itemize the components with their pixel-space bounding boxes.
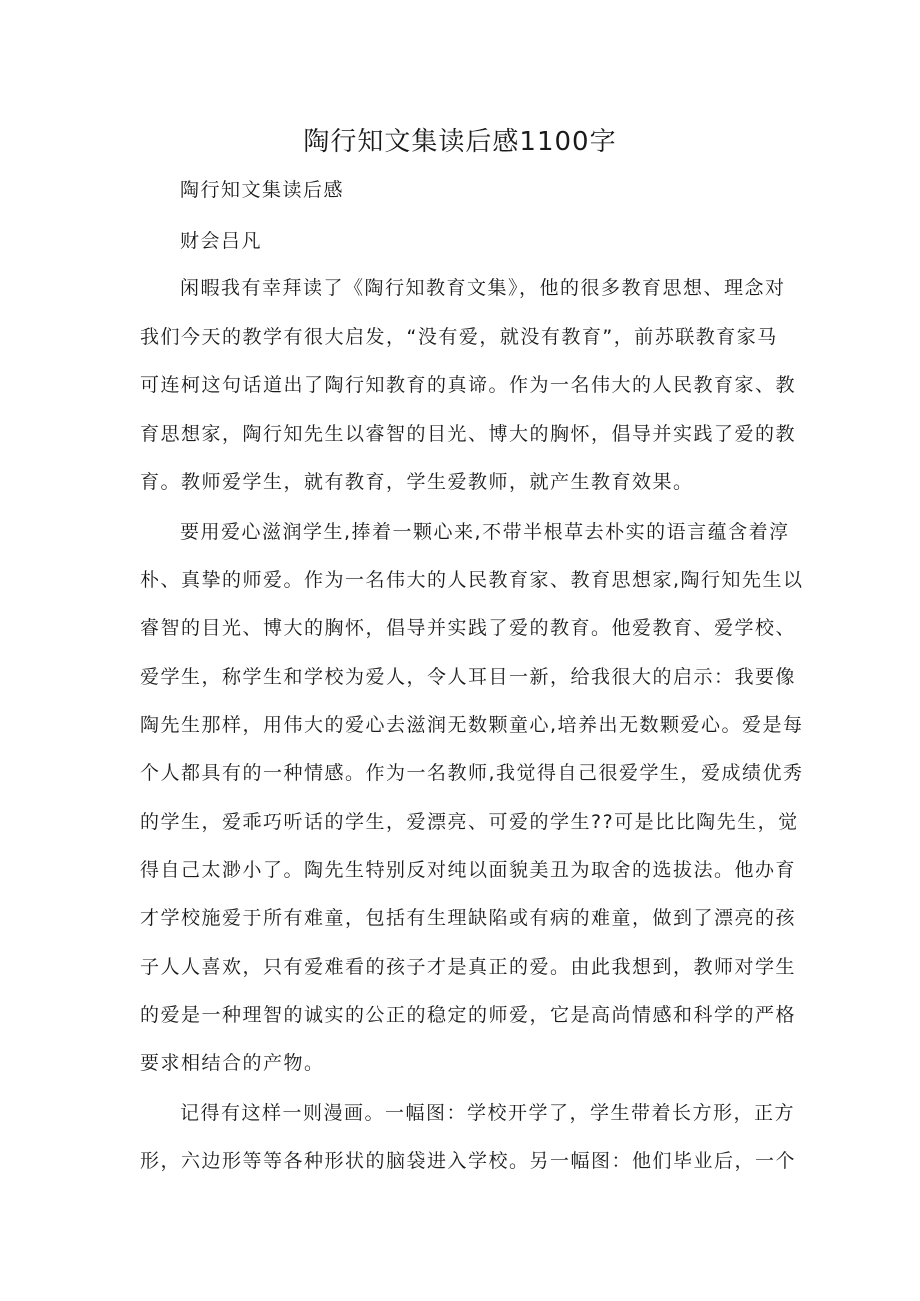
paragraph-line: 个人都具有的一种情感。作为一名教师,我觉得自己很爱学生，爱成绩优秀 — [140, 762, 804, 784]
paragraph-line: 育思想家，陶行知先生以睿智的目光、博大的胸怀，倡导并实践了爱的教 — [140, 423, 797, 445]
document-author: 财会吕凡 — [180, 230, 263, 252]
paragraph-line: 得自己太渺小了。陶先生特别反对纯以面貌美丑为取舍的选拔法。他办育 — [140, 859, 797, 881]
paragraph-line: 形，六边形等等各种形状的脑袋进入学校。另一幅图：他们毕业后，一个 — [140, 1150, 797, 1172]
document-subtitle: 陶行知文集读后感 — [180, 179, 345, 201]
paragraph-line: 陶先生那样，用伟大的爱心去滋润无数颗童心,培养出无数颗爱心。爱是每 — [140, 714, 804, 736]
paragraph-line: 我们今天的教学有很大启发，“没有爱，就没有教育”，前苏联教育家马 — [140, 326, 778, 348]
paragraph-line: 记得有这样一则漫画。一幅图：学校开学了，学生带着长方形，正方 — [180, 1102, 796, 1124]
paragraph-line: 朴、真挚的师爱。作为一名伟大的人民教育家、教育思想家,陶行知先生以 — [140, 569, 804, 591]
paragraph-line: 睿智的目光、博大的胸怀，倡导并实践了爱的教育。他爱教育、爱学校、 — [140, 617, 797, 639]
paragraph-line: 要用爱心滋润学生,捧着一颗心来,不带半根草去朴实的语言蕴含着淳 — [180, 521, 790, 543]
paragraph-line: 闲暇我有幸拜读了《陶行知教育文集》，他的很多教育思想、理念对 — [180, 277, 786, 299]
paragraph-line: 的爱是一种理智的诚实的公正的稳定的师爱，它是高尚情感和科学的严格 — [140, 1004, 797, 1026]
paragraph-line: 要求相结合的产物。 — [140, 1052, 325, 1074]
paragraph-line: 的学生，爱乖巧听话的学生，爱漂亮、可爱的学生??可是比比陶先生，觉 — [140, 811, 799, 833]
paragraph-line: 爱学生，称学生和学校为爱人，令人耳目一新，给我很大的启示：我要像 — [140, 666, 797, 688]
document-title: 陶行知文集读后感1100字 — [303, 127, 617, 157]
paragraph-line: 子人人喜欢，只有爱难看的孩子才是真正的爱。由此我想到，教师对学生 — [140, 956, 797, 978]
paragraph-line: 才学校施爱于所有难童，包括有生理缺陷或有病的难童，做到了漂亮的孩 — [140, 907, 797, 929]
paragraph-line: 可连柯这句话道出了陶行知教育的真谛。作为一名伟大的人民教育家、教 — [140, 374, 797, 396]
paragraph-line: 育。教师爱学生，就有教育，学生爱教师，就产生教育效果。 — [140, 471, 694, 493]
